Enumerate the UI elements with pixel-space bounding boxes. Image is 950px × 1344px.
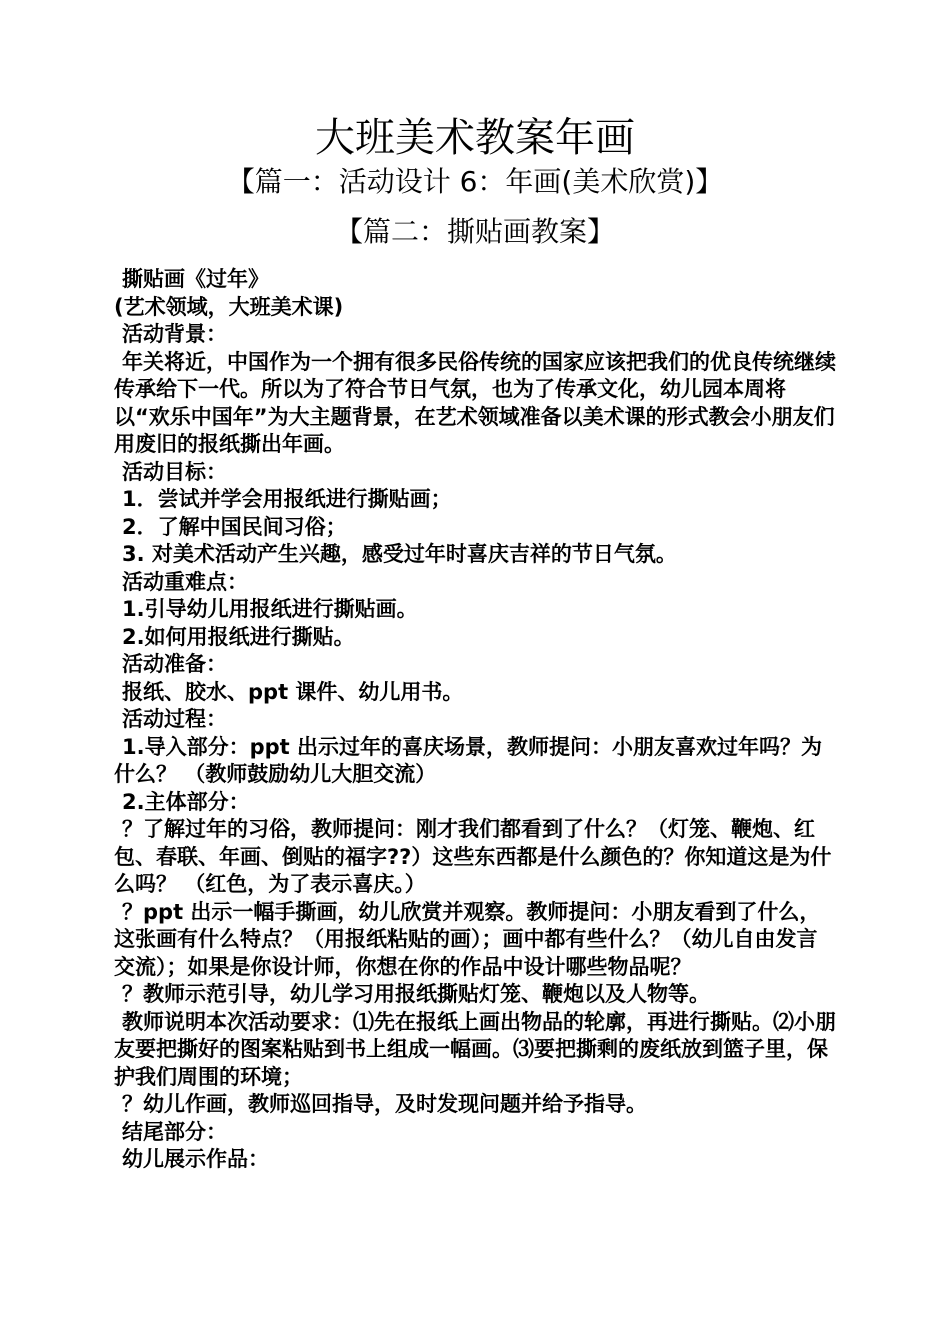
goal-item: 1．尝试并学会用报纸进行撕贴画；	[122, 487, 452, 511]
process-step: ？幼儿作画，教师巡回指导，及时发现问题并给予指导。	[122, 1092, 647, 1116]
paragraph-background: 年关将近，中国作为一个拥有很多民俗传统的国家应该把我们的优良传统继续传承给下一代。所以为了符合节日气氛，也为了传承文化，幼儿园本周将以“欢乐中国年”为大主题背景，在艺术领域准备以美术课的形式教会小朋友们用废旧的报纸撕出年画。	[114, 349, 836, 456]
paragraph-ending: 幼儿展示作品：	[122, 1147, 269, 1171]
document-body	[114, 266, 838, 1174]
heading-key-points: 活动重难点：	[122, 569, 248, 594]
lesson-title: 撕贴画《过年》	[122, 267, 269, 291]
heading-process: 活动过程：	[122, 707, 227, 731]
document-title: 大班美术教案年画	[315, 115, 635, 161]
process-step: 1.导入部分：ppt 出示过年的喜庆场景，教师提问：小朋友喜欢过年吗？为什么？ （教师鼓励幼儿大胆交流）	[114, 734, 823, 786]
process-step: ？了解过年的习俗，教师提问：刚才我们都看到了什么？（灯笼、鞭炮、红包、春联、年画、倒贴的福字??）这些东西都是什么颜色的？你知道这是为什么吗？ （红色，为了表示喜庆。）	[114, 817, 832, 896]
section-heading-1: 【篇一：活动设计 6：年画(美术欣赏)】	[226, 165, 724, 198]
goal-item: 2．了解中国民间习俗；	[122, 514, 347, 539]
process-step: ？ppt 出示一幅手撕画，幼儿欣赏并观察。教师提问：小朋友看到了什么，这张画有什么特点？（用报纸粘贴的画）；画中都有些什么？（幼儿自由发言交流）；如果是你设计师，你想在你的作品中设计哪些物品呢？	[114, 899, 821, 979]
heading-preparation: 活动准备：	[122, 652, 227, 676]
goal-item: 3. 对美术活动产生兴趣，感受过年时喜庆吉祥的节日气氛。	[122, 542, 677, 566]
process-step: 教师说明本次活动要求：⑴先在报纸上画出物品的轮廓，再进行撕贴。⑵小朋友要把撕好的图案粘贴到书上组成一幅画。⑶要把撕剩的废纸放到篮子里，保护我们周围的环境；	[114, 1009, 836, 1089]
heading-ending: 结尾部分：	[122, 1119, 227, 1144]
process-step: ？教师示范引导，幼儿学习用报纸撕贴灯笼、鞭炮以及人物等。	[122, 982, 710, 1006]
key-point-item: 2.如何用报纸进行撕贴。	[122, 624, 355, 649]
paragraph-preparation: 报纸、胶水、ppt 课件、幼儿用书。	[122, 679, 464, 704]
lesson-domain: (艺术领域，大班美术课)	[114, 294, 344, 319]
section-heading-2: 【篇二：撕贴画教案】	[334, 215, 615, 248]
process-step: 2.主体部分：	[122, 789, 250, 814]
key-point-item: 1.引导幼儿用报纸进行撕贴画。	[122, 597, 418, 621]
heading-goals: 活动目标：	[122, 459, 227, 484]
heading-background: 活动背景：	[122, 322, 227, 346]
